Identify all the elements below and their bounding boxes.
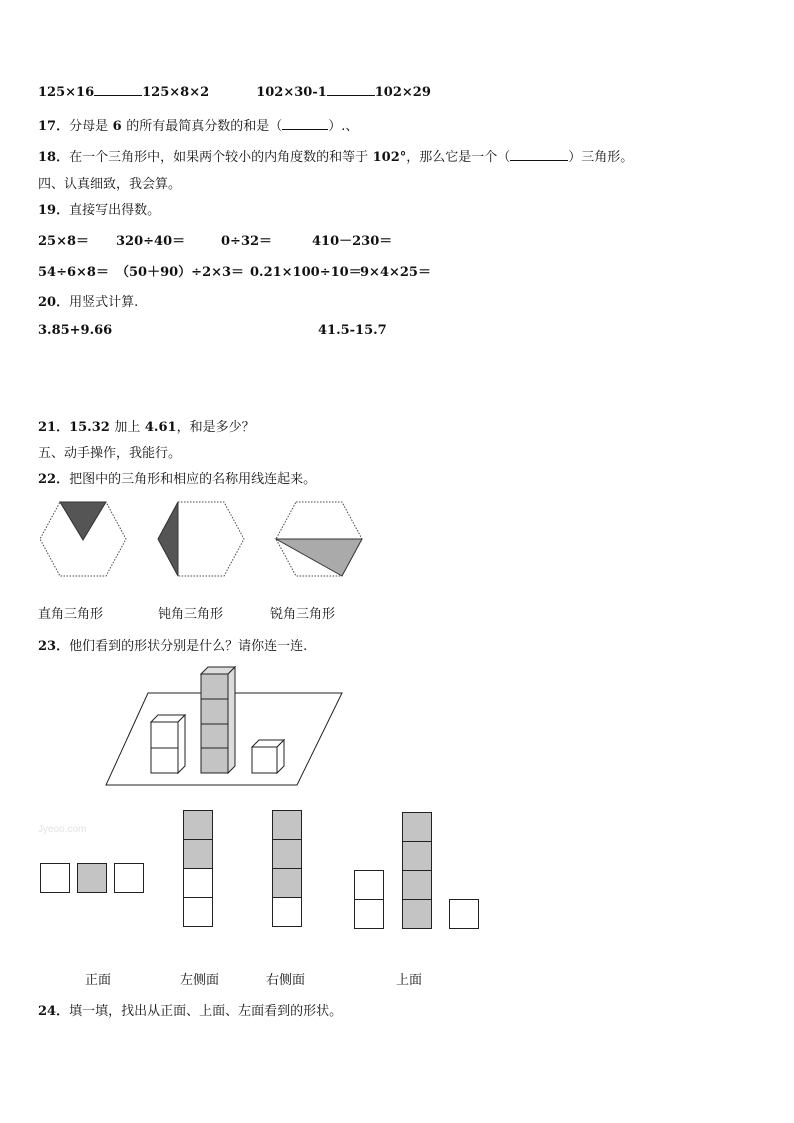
label-obtuse-triangle[interactable]: 钝角三角形: [158, 607, 224, 622]
q19-r1-c1: 25×8＝: [38, 234, 90, 249]
q24-title: [38, 1000, 342, 1019]
cube-arrangement-figure: [104, 664, 364, 794]
q23-number: 23．: [38, 639, 70, 654]
q18-degree: 102°: [372, 150, 407, 165]
q21-b: 加上: [114, 420, 141, 435]
q16-line: [38, 84, 431, 100]
q18-text-c: ）三角形。: [568, 150, 634, 165]
q20-title-text: 用竖式计算.: [69, 295, 139, 310]
hexagon-figure-2: [156, 500, 246, 578]
q16-blank-2[interactable]: [327, 84, 375, 96]
label-left-view[interactable]: 左侧面: [180, 973, 220, 988]
q16-blank-1[interactable]: [94, 84, 142, 96]
q19-r1-c3: 0÷32＝: [221, 234, 273, 249]
q17-text-c: ）.、: [328, 119, 359, 134]
label-top-view[interactable]: 上面: [396, 973, 423, 988]
q18-blank[interactable]: [510, 149, 568, 161]
q19-title-text: 直接写出得数。: [69, 203, 161, 218]
q22-number: 22．: [38, 472, 70, 487]
q20-title: [38, 291, 138, 310]
q17-blank[interactable]: [282, 118, 328, 130]
q17-number: 17．: [38, 119, 70, 134]
hexagon-figure-3: [274, 500, 364, 578]
q24-number: 24．: [38, 1004, 70, 1019]
watermark: Jyeoo.com: [38, 824, 87, 835]
q20-left-expr: 3.85+9.66: [38, 323, 113, 338]
q21-line: [38, 416, 255, 435]
q22-title: [38, 468, 316, 487]
q20-right-expr: 41.5-15.7: [318, 323, 387, 338]
q23-title-text: 他们看到的形状分别是什么？请你连一连.: [69, 639, 308, 654]
section-5-heading: 五、动手操作，我能行。: [38, 446, 182, 461]
q19-r2-c4: 9×4×25＝: [360, 265, 431, 280]
label-acute-triangle[interactable]: 锐角三角形: [270, 607, 336, 622]
section-4-heading: 四、认真细致，我会算。: [38, 177, 182, 192]
q16-expr3: 102×30-1: [256, 85, 327, 100]
label-right-view[interactable]: 右侧面: [266, 973, 306, 988]
q21-a: 15.32: [69, 420, 110, 435]
q19-r2-c2: （50＋90）÷2×3＝: [116, 265, 245, 280]
q24-title-text: 填一填，找出从正面、上面、左面看到的形状。: [69, 1004, 343, 1019]
q18-line: [38, 146, 633, 165]
q20-number: 20．: [38, 295, 70, 310]
q19-r1-c2: 320÷40＝: [116, 234, 186, 249]
cube-stack-left: [151, 715, 185, 773]
hexagon-figure-1: [38, 500, 128, 578]
q17-n: 6: [112, 119, 122, 134]
obtuse-triangle-shape[interactable]: [158, 502, 178, 576]
q18-text-b: ，那么它是一个（: [406, 150, 511, 165]
q19-r1-c4: 410－230＝: [312, 234, 393, 249]
q19-r2-c3: 0.21×100÷10＝: [250, 265, 362, 280]
q19-number: 19．: [38, 203, 70, 218]
q16-expr2: 125×8×2: [142, 85, 210, 100]
q17-line: [38, 115, 358, 134]
cube-single: [252, 740, 284, 773]
q17-text-b: 的所有最简真分数的和是（: [126, 119, 283, 134]
label-right-triangle[interactable]: 直角三角形: [38, 607, 104, 622]
q22-title-text: 把图中的三角形和相应的名称用线连起来。: [69, 472, 317, 487]
q16-expr4: 102×29: [374, 85, 431, 100]
label-front-view[interactable]: 正面: [85, 973, 112, 988]
q19-r2-c1: 54÷6×8＝: [38, 265, 109, 280]
cube-stack-tall: [201, 667, 235, 773]
q21-number: 21．: [38, 420, 70, 435]
q18-number: 18．: [38, 150, 70, 165]
q21-c: 4.61: [144, 420, 177, 435]
q16-expr1: 125×16: [38, 85, 95, 100]
q23-title: [38, 635, 307, 654]
q19-title: [38, 199, 160, 218]
q21-d: ，和是多少？: [176, 420, 255, 435]
q18-text-a: 在一个三角形中，如果两个较小的内角度数的和等于: [69, 150, 369, 165]
q17-text-a: 分母是: [69, 119, 109, 134]
